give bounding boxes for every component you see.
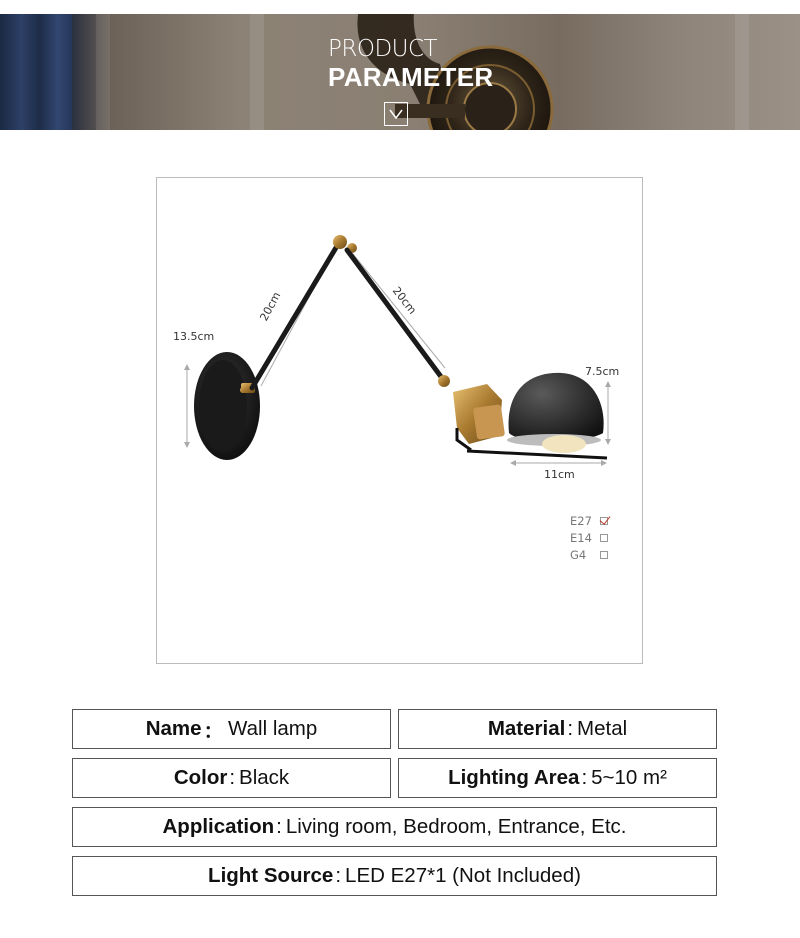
socket-option-e27 (570, 512, 608, 529)
param-name-value: Wall lamp (228, 717, 318, 740)
param-name-cell (72, 709, 391, 749)
unchecked-box-icon (600, 551, 608, 559)
param-separator: : (567, 717, 574, 740)
banner-title-line2: PARAMETER (328, 62, 494, 92)
param-light-source-label: Light Source (208, 864, 334, 887)
param-color-value: Black (239, 766, 290, 789)
banner-title-line1: PRODUCT (328, 36, 438, 62)
shade-width-label: 11cm (544, 468, 575, 481)
socket-type-list (570, 512, 608, 563)
wall-panel-strip (735, 14, 749, 130)
param-application-label: Application (162, 815, 275, 838)
param-separator: ： (203, 720, 225, 743)
param-application-cell (72, 807, 717, 847)
param-color-cell (72, 758, 391, 798)
param-light-source-cell (72, 856, 717, 896)
checked-box-icon (600, 517, 608, 525)
socket-option-g4 (570, 546, 608, 563)
param-lighting-area-value: 5~10 m² (591, 766, 667, 789)
socket-option-e14 (570, 529, 608, 546)
param-lighting-area-cell (398, 758, 717, 798)
socket-label: G4 (570, 547, 587, 562)
banner (0, 14, 800, 130)
param-separator: : (229, 766, 236, 789)
shade-height-label: 7.5cm (585, 365, 620, 378)
param-separator: : (581, 766, 588, 789)
param-separator: : (276, 815, 282, 838)
curtain-image (0, 14, 72, 130)
param-light-source-value: LED E27*1 (Not Included) (345, 864, 581, 887)
param-separator: : (335, 864, 342, 887)
base-height-label: 13.5cm (173, 330, 215, 343)
param-lighting-area-label: Lighting Area (448, 766, 580, 789)
param-material-cell (398, 709, 717, 749)
arm-length-1-label: 20cm (257, 289, 284, 324)
param-name-label: Name (145, 717, 202, 740)
chevron-down-icon (384, 102, 408, 126)
wall-panel-strip (250, 14, 264, 130)
param-material-label: Material (487, 717, 566, 740)
param-color-label: Color (173, 766, 228, 789)
socket-label: E27 (570, 513, 592, 528)
arm-length-2-label: 20cm (389, 284, 419, 317)
wall-lamp-illustration (157, 178, 644, 665)
wall-panel-strip (96, 14, 110, 130)
param-material-value: Metal (577, 717, 628, 740)
param-application-value: Living room, Bedroom, Entrance, Etc. (285, 815, 627, 838)
socket-label: E14 (570, 530, 592, 545)
banner-title (328, 36, 493, 92)
unchecked-box-icon (600, 534, 608, 542)
product-image-frame (156, 177, 643, 664)
